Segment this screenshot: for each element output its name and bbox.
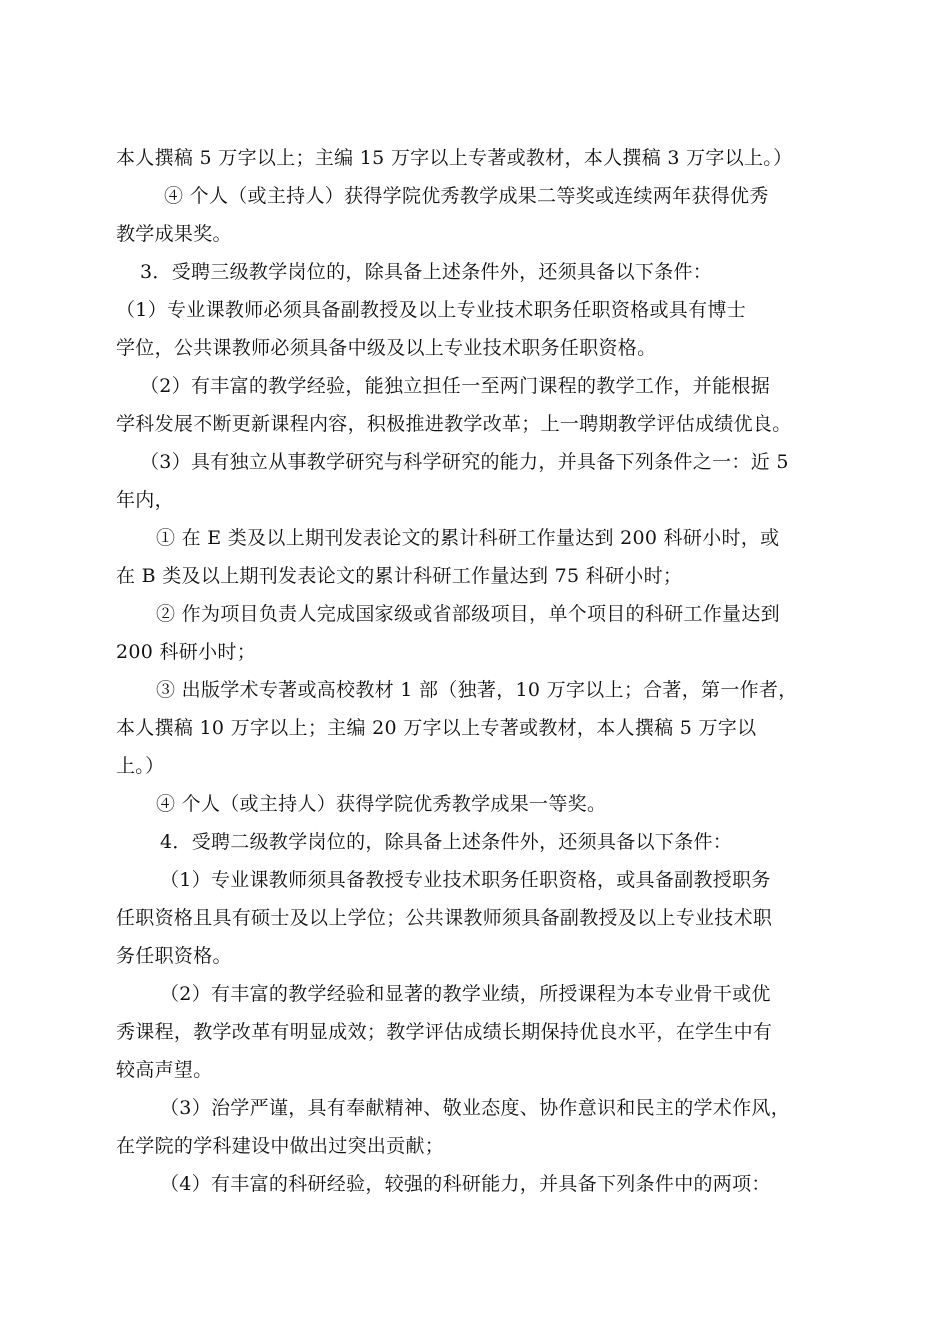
text-line: 较高声望。 [116, 1059, 213, 1081]
text-line: ② 作为项目负责人完成国家级或省部级项目，单个项目的科研工作量达到 [156, 603, 780, 625]
text-line: ③ 出版学术专著或高校教材 1 部（独著，10 万字以上；合著，第一作者， [156, 679, 798, 701]
text-line: 年内， [116, 489, 174, 511]
text-line: 务任职资格。 [116, 945, 232, 967]
text-line: （2）有丰富的教学经验和显著的教学业绩，所授课程为本专业骨干或优 [160, 983, 771, 1005]
text-line: 任职资格且具有硕士及以上学位；公共课教师须具备副教授及以上专业技术职 [116, 907, 773, 929]
text-line: ④ 个人（或主持人）获得学院优秀教学成果一等奖。 [156, 793, 607, 815]
text-line: 学位，公共课教师必须具备中级及以上专业技术职务任职资格。 [116, 337, 657, 359]
text-line: 4．受聘二级教学岗位的，除具备上述条件外，还须具备以下条件： [160, 831, 733, 853]
text-line: 教学成果奖。 [116, 223, 232, 245]
text-line: 本人撰稿 10 万字以上；主编 20 万字以上专著或教材，本人撰稿 5 万字以 [116, 717, 757, 739]
text-line: 本人撰稿 5 万字以上；主编 15 万字以上专著或教材，本人撰稿 3 万字以上。） [116, 147, 793, 169]
text-line: 上。） [116, 755, 165, 777]
text-line: （3）具有独立从事教学研究与科学研究的能力，并具备下列条件之一：近 5 [140, 451, 789, 473]
text-line: 学科发展不断更新课程内容，积极推进教学改革；上一聘期教学评估成绩优良。 [116, 413, 792, 435]
text-line: （1）专业课教师必须具备副教授及以上专业技术职务任职资格或具有博士 [116, 299, 746, 321]
text-line: 在 B 类及以上期刊发表论文的累计科研工作量达到 75 科研小时； [116, 565, 683, 587]
text-line: （1）专业课教师须具备教授专业技术职务任职资格，或具备副教授职务 [160, 869, 771, 891]
text-line: （3）治学严谨，具有奉献精神、敬业态度、协作意识和民主的学术作风， [160, 1097, 790, 1119]
text-line: 秀课程，教学改革有明显成效；教学评估成绩长期保持优良水平，在学生中有 [116, 1021, 773, 1043]
text-line: （4）有丰富的科研经验，较强的科研能力，并具备下列条件中的两项： [160, 1173, 771, 1195]
text-line: ① 在 E 类及以上期刊发表论文的累计科研工作量达到 200 科研小时，或 [156, 527, 780, 549]
text-line: ④ 个人（或主持人）获得学院优秀教学成果二等奖或连续两年获得优秀 [164, 185, 769, 207]
text-line: 200 科研小时； [116, 641, 257, 663]
text-line: 3．受聘三级教学岗位的，除具备上述条件外，还须具备以下条件： [140, 261, 713, 283]
text-line: 在学院的学科建设中做出过突出贡献； [116, 1135, 445, 1157]
text-line: （2）有丰富的教学经验，能独立担任一至两门课程的教学工作，并能根据 [140, 375, 770, 397]
